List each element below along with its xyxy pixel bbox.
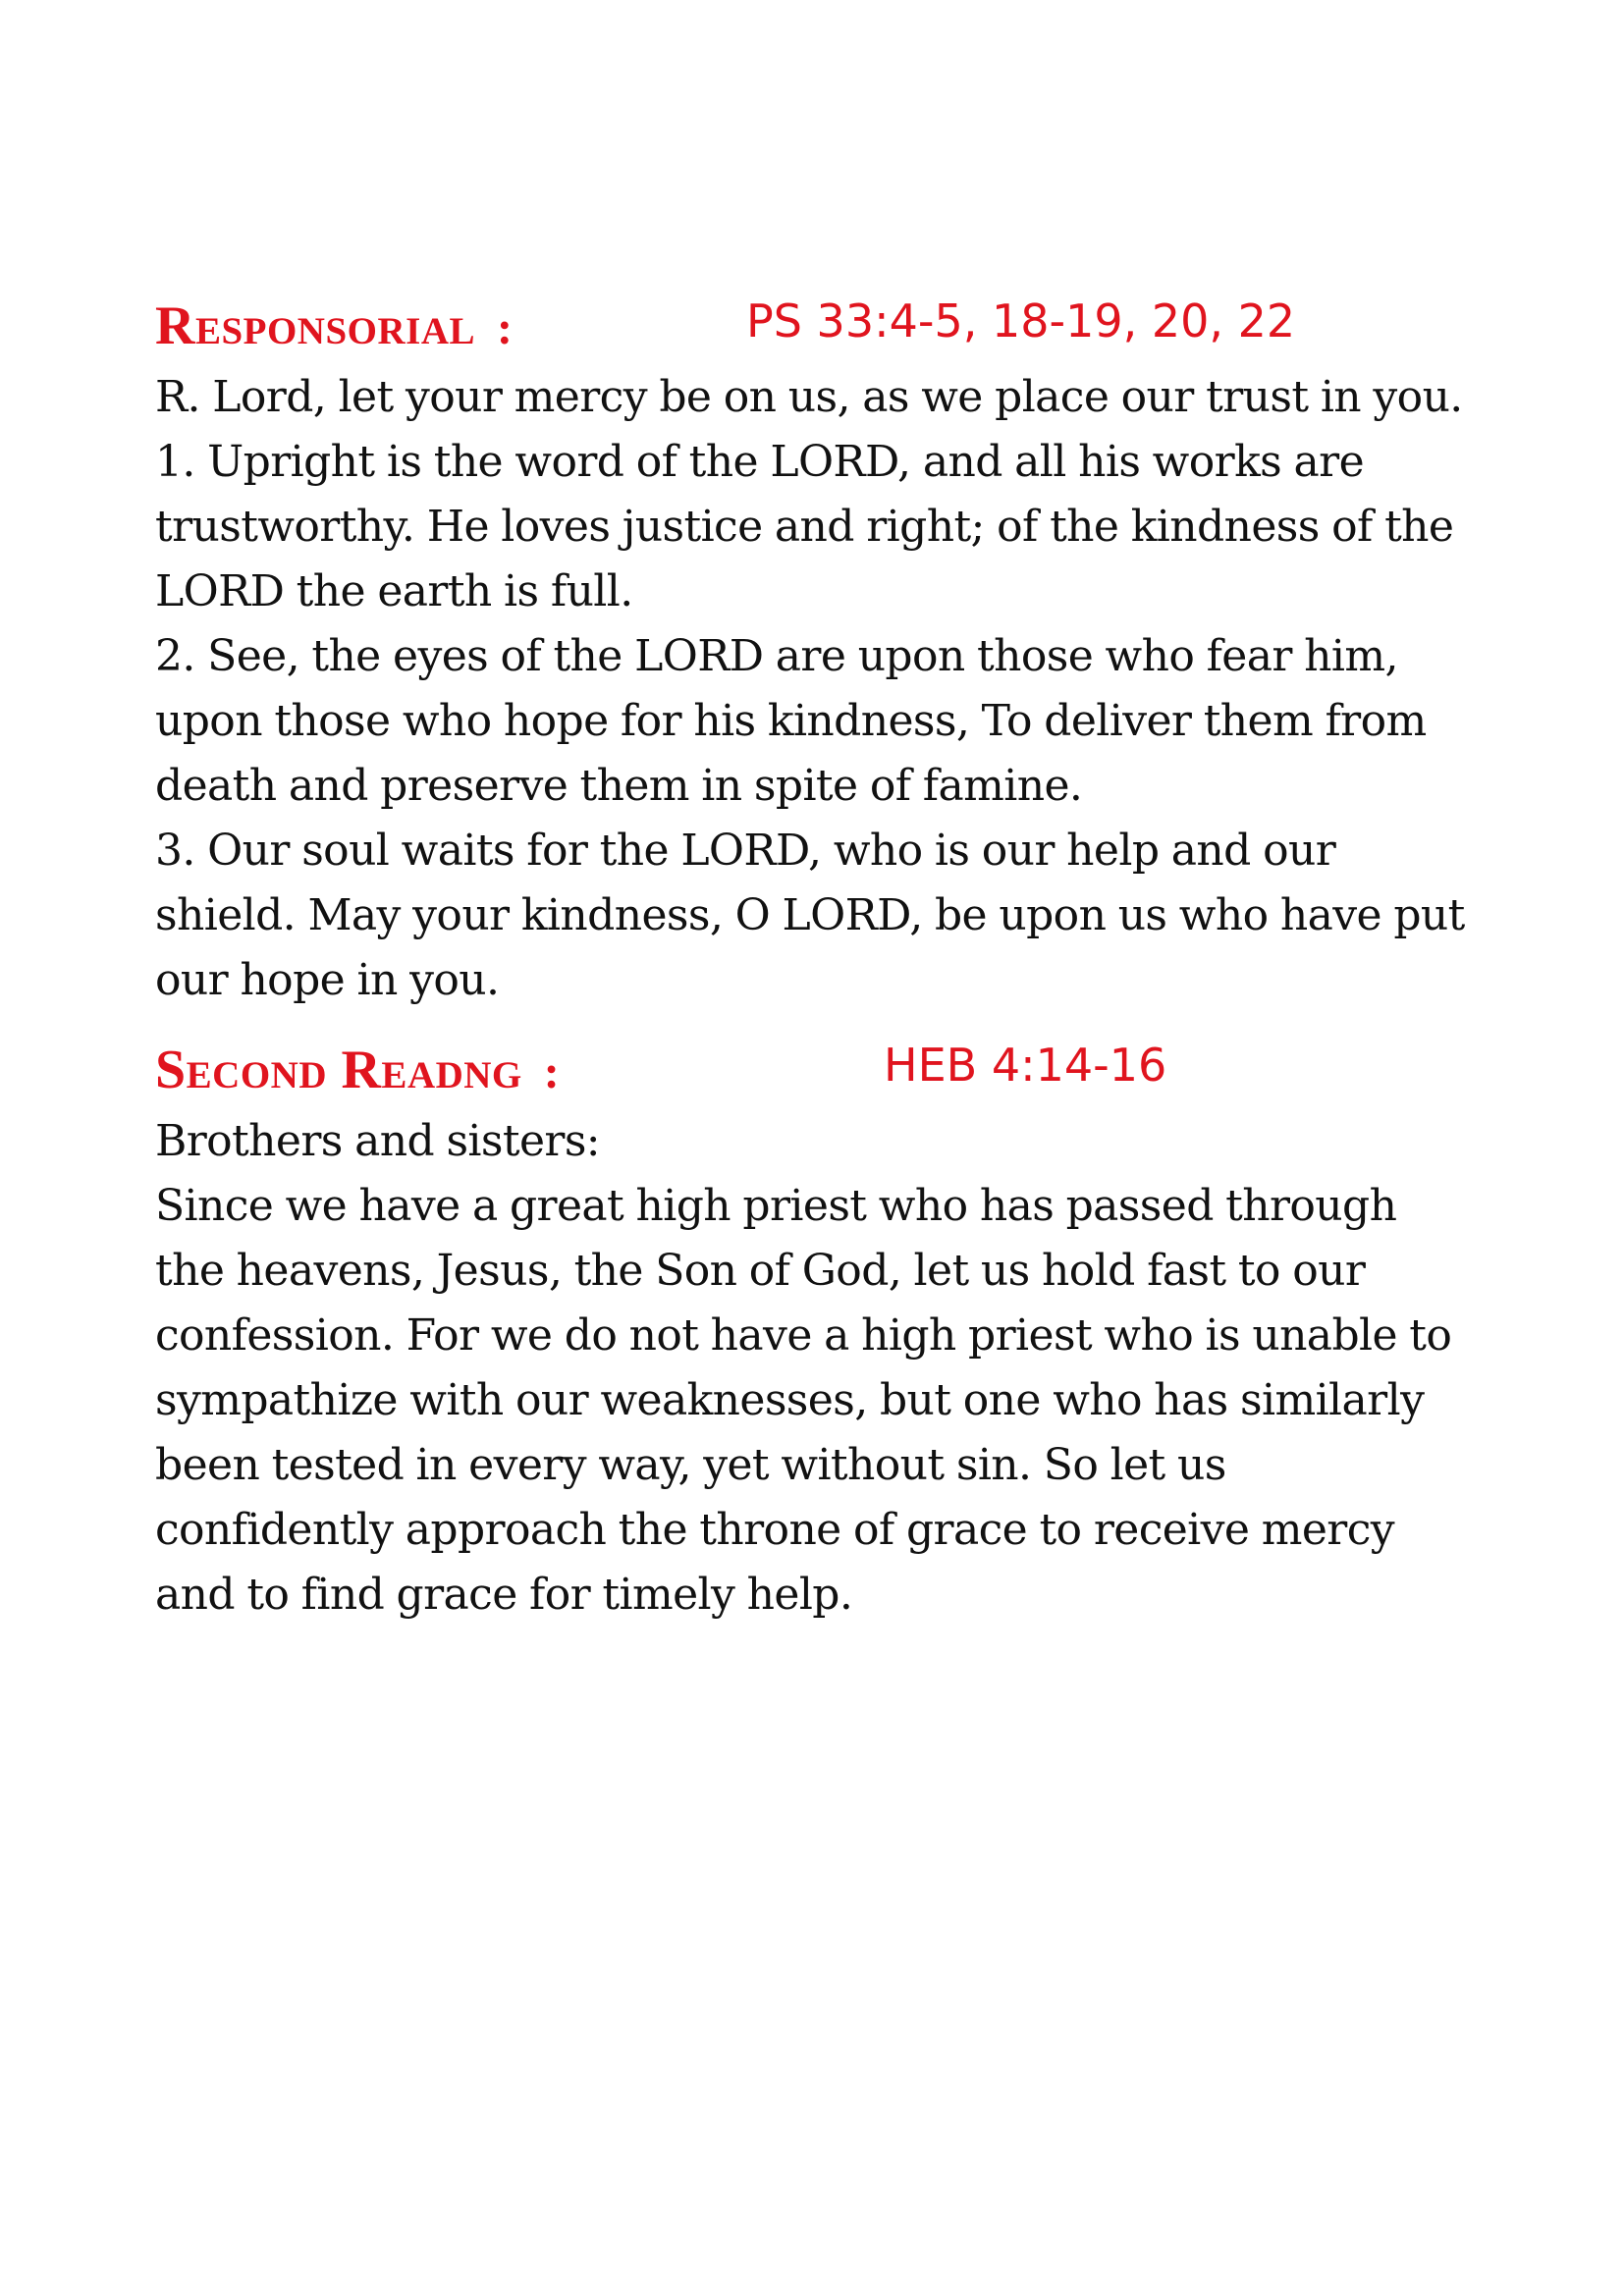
responsorial-heading: [155, 294, 1471, 365]
second-reading-body: Since we have a great high priest who has passed through the heavens, Jesus, the Son of God, let us hold fast to our confession. For we do not have a high priest who is unable to sympathize with our weaknesses, but one who has similarly been tested in every way, yet without sin. So let us confidently approach the throne of grace to receive mercy and to find grace for timely help.: [155, 1181, 1452, 1620]
responsorial-label: Responsorial: [155, 295, 476, 356]
responsorial-reference: PS 33:4-5, 18-19, 20, 22: [746, 294, 1296, 347]
responsorial-refrain: R. Lord, let your mercy be on us, as we place our trust in you.: [155, 372, 1463, 422]
second-reading-label: Second Readng: [155, 1040, 522, 1100]
psalm-verse-2: 2. See, the eyes of the LORD are upon those who fear him, upon those who hope for his kindness, To deliver them from death and preserve them in spite of famine.: [155, 631, 1427, 811]
psalm-verse-3: 3. Our soul waits for the LORD, who is our help and our shield. May your kindness, O LORD, be upon us who have put our hope in you.: [155, 826, 1465, 1005]
second-reading-reference: HEB 4:14-16: [884, 1039, 1167, 1092]
second-reading-heading: [155, 1039, 1471, 1109]
responsorial-separator: :: [497, 302, 513, 354]
second-reading-separator: :: [543, 1046, 560, 1098]
psalm-verse-1: 1. Upright is the word of the LORD, and all his works are trustworthy. He loves justice and right; of the kindness of the LORD the earth is full.: [155, 437, 1454, 616]
reading-page: [155, 294, 1471, 1628]
second-reading-salutation: Brothers and sisters:: [155, 1116, 601, 1166]
